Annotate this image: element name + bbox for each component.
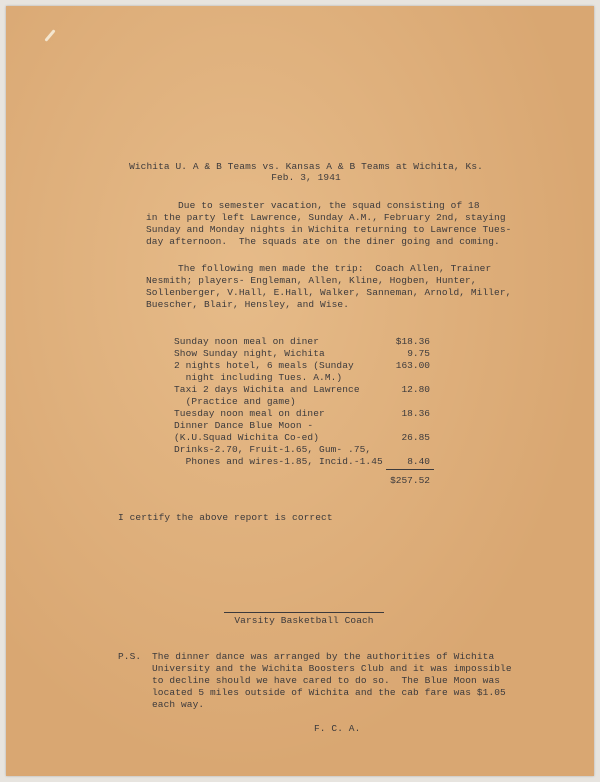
expense-description: (K.U.Squad Wichita Co-ed) <box>174 432 320 443</box>
expense-amount: $18.36 <box>395 336 430 347</box>
expense-description: Tuesday noon meal on diner <box>174 408 325 419</box>
expense-description: Taxi 2 days Wichita and Lawrence <box>174 384 360 395</box>
expense-description: (Practice and game) <box>174 396 296 407</box>
expense-amount: 26.85 <box>401 432 430 443</box>
certification-statement: I certify the above report is correct <box>118 512 333 523</box>
expense-amount: 12.80 <box>401 384 430 395</box>
author-initials: F. C. A. <box>314 723 361 734</box>
signature-line <box>224 612 384 613</box>
paragraph-2-line: The following men made the trip: Coach Allen, Trainer <box>178 263 492 274</box>
expense-description: Phones and wires-1.85, Incid.-1.45 <box>174 456 383 467</box>
paper-mark <box>44 29 55 42</box>
postscript-line: University and the Wichita Boosters Club and it was impossible <box>152 663 512 674</box>
paragraph-2-line: Sollenberger, V.Hall, E.Hall, Walker, Sanneman, Arnold, Miller, <box>146 287 512 298</box>
total-rule <box>386 469 434 470</box>
expense-description: Dinner Dance Blue Moon - <box>174 420 314 431</box>
postscript-line: to decline should we have cared to do so. The Blue Moon was <box>152 675 501 686</box>
paragraph-2-line: Buescher, Blair, Hensley, and Wise. <box>146 299 350 310</box>
postscript-line: The dinner dance was arranged by the authorities of Wichita <box>152 651 495 662</box>
expense-description: Show Sunday night, Wichita <box>174 348 325 359</box>
document-page <box>6 6 594 776</box>
paragraph-1-line: day afternoon. The squads ate on the diner going and coming. <box>146 236 500 247</box>
signature-title: Varsity Basketball Coach <box>234 615 374 626</box>
report-title: Wichita U. A & B Teams vs. Kansas A & B Teams at Wichita, Ks. <box>129 161 483 172</box>
postscript-line: located 5 miles outside of Wichita and the cab fare was $1.05 <box>152 687 506 698</box>
expense-amount: 9.75 <box>407 348 430 359</box>
paragraph-1-line: Due to semester vacation, the squad consisting of 18 <box>178 200 480 211</box>
expense-amount: 8.40 <box>407 456 430 467</box>
postscript-label: P.S. <box>118 651 142 662</box>
paragraph-1-line: in the party left Lawrence, Sunday A.M., February 2nd, staying <box>146 212 506 223</box>
expense-description: night including Tues. A.M.) <box>174 372 343 383</box>
expense-amount: 18.36 <box>401 408 430 419</box>
paragraph-1-line: Sunday and Monday nights in Wichita returning to Lawrence Tues- <box>146 224 512 235</box>
expense-description: Sunday noon meal on diner <box>174 336 320 347</box>
expense-description: Drinks-2.70, Fruit-1.65, Gum- .75, <box>174 444 372 455</box>
postscript-line: each way. <box>152 699 205 710</box>
expense-total: $257.52 <box>390 475 430 486</box>
paragraph-2-line: Nesmith; players- Engleman, Allen, Kline, Hogben, Hunter, <box>146 275 477 286</box>
expense-amount: 163.00 <box>395 360 430 371</box>
expense-description: 2 nights hotel, 6 meals (Sunday <box>174 360 354 371</box>
report-date: Feb. 3, 1941 <box>271 172 341 183</box>
